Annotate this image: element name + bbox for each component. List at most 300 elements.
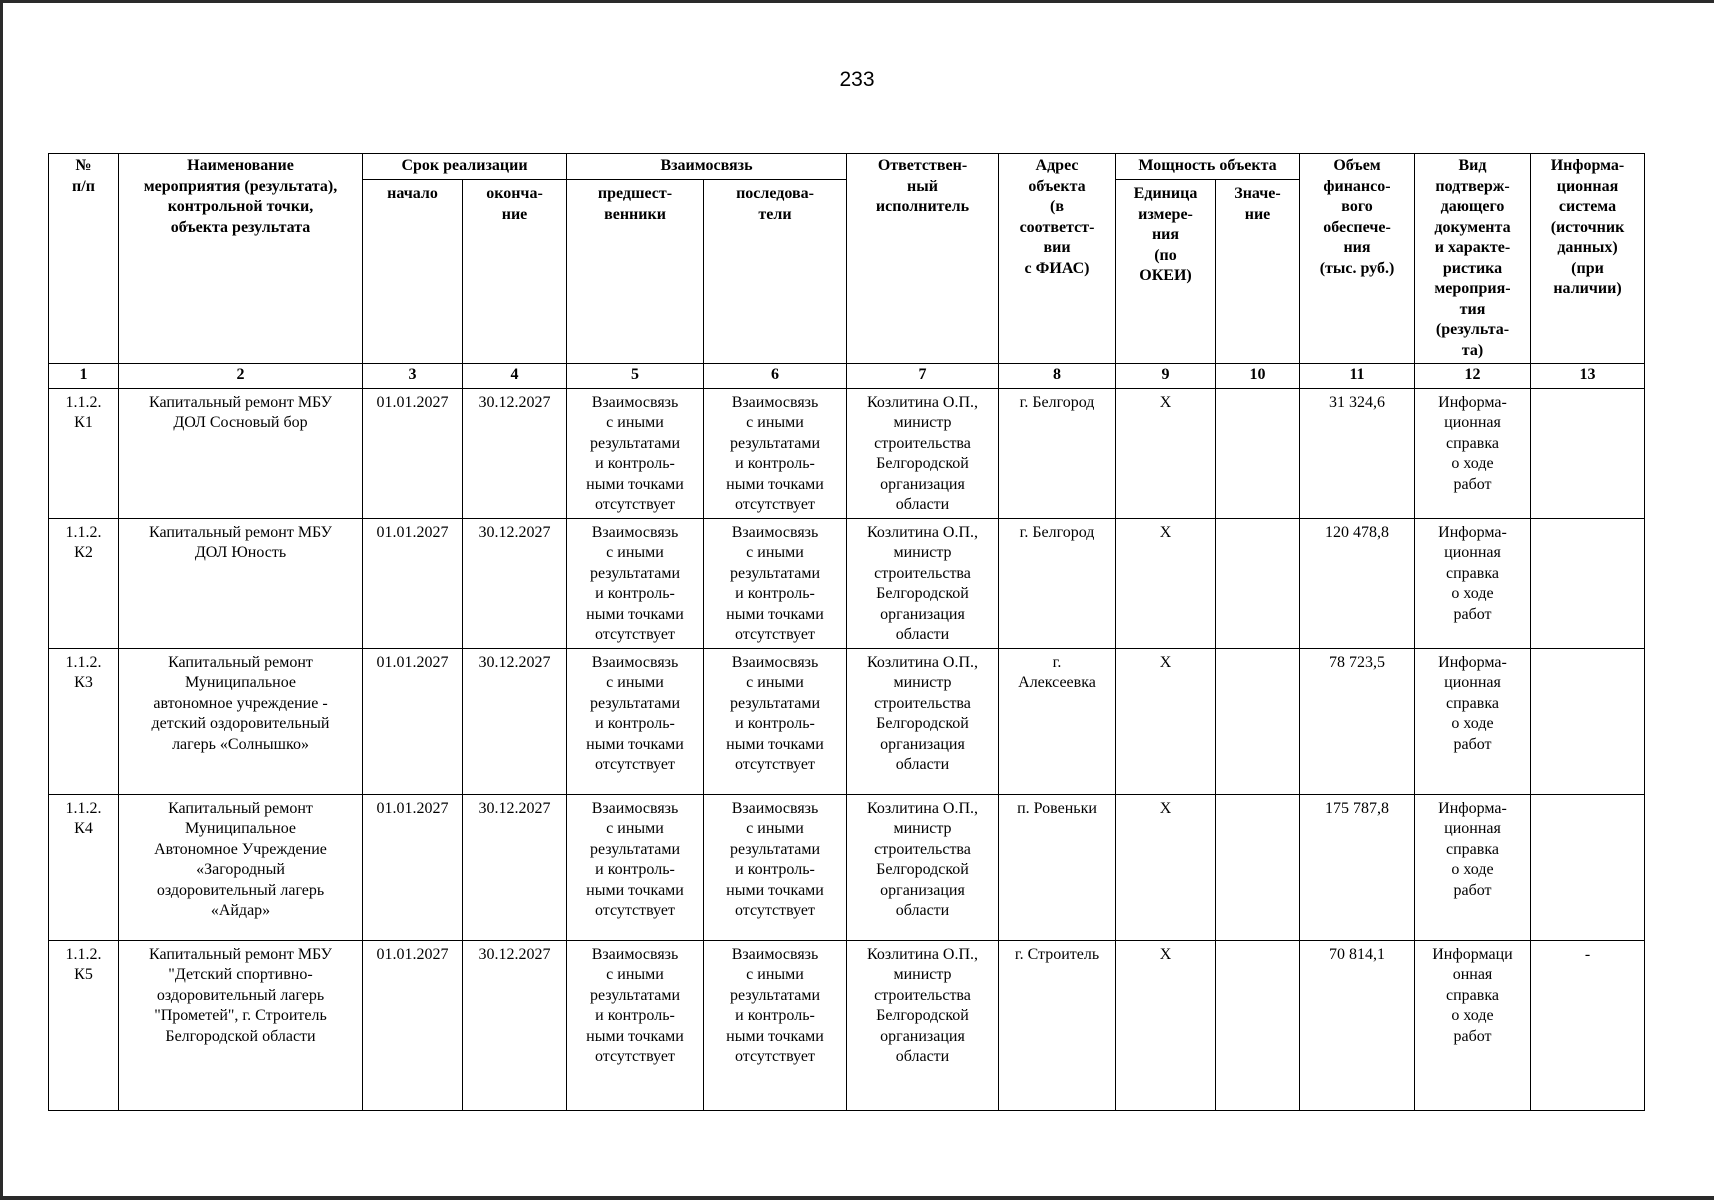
cell-line: Белгородской	[876, 861, 969, 878]
cell-line: Информаци	[1432, 945, 1513, 963]
cell-line: Информа-	[1438, 653, 1507, 671]
cell-line: результатами	[729, 434, 821, 452]
cell-line: «Айдар»	[210, 902, 271, 919]
cell-line: и контроль-	[595, 715, 675, 732]
cell-line: строительства	[874, 564, 971, 582]
cell-line: венники	[604, 205, 666, 223]
cell-line: г. Строитель	[1014, 945, 1100, 963]
cell-line: (в	[1050, 198, 1064, 215]
cell-line: Адрес	[1035, 157, 1079, 174]
column-number: 6	[704, 364, 847, 389]
cell-info-system	[1531, 388, 1645, 518]
cell-line: предшест-	[597, 185, 673, 203]
cell-line: ными точками	[726, 605, 824, 623]
cell-line: объекта	[1028, 177, 1086, 195]
cell-line: Белгородской области	[165, 1027, 316, 1045]
cell-value	[1216, 940, 1300, 1110]
cell-line: данных)	[1557, 239, 1618, 256]
cell-line: система	[1558, 198, 1617, 215]
cell-end-date: 30.12.2027	[463, 940, 567, 1110]
cell-line: с иными	[746, 414, 804, 431]
cell-line: с иными	[746, 544, 804, 561]
header-info-system	[1531, 154, 1645, 364]
cell-line: подтверж-	[1435, 177, 1510, 195]
cell-line: и характе-	[1434, 239, 1511, 256]
cell-line: отсутствует	[594, 496, 676, 513]
cell-number	[49, 648, 119, 794]
cell-line: ДОЛ Юность	[194, 544, 287, 561]
cell-line: последова-	[736, 185, 814, 203]
cell-line: с иными	[606, 414, 664, 431]
cell-line: ными точками	[586, 735, 684, 753]
cell-line: справка	[1446, 564, 1499, 582]
column-number: 2	[119, 364, 363, 389]
cell-line: ными точками	[726, 881, 824, 899]
cell-line: Значе-	[1234, 185, 1281, 203]
cell-line: справка	[1446, 840, 1499, 858]
header-capacity: Мощность объекта	[1116, 154, 1300, 180]
cell-line: строительства	[874, 986, 971, 1004]
cell-line: организация	[880, 1027, 965, 1045]
cell-line: и контроль-	[595, 455, 675, 472]
cell-line: результатами	[729, 840, 821, 858]
cell-line: ными точками	[586, 881, 684, 899]
cell-end-date: 30.12.2027	[463, 794, 567, 940]
cell-line: области	[895, 496, 950, 513]
cell-line: исполнитель	[875, 198, 970, 215]
table-row	[49, 794, 1645, 940]
cell-line: К1	[74, 414, 93, 431]
cell-line: Капитальный ремонт	[168, 653, 313, 671]
cell-line: министр	[893, 966, 952, 983]
cell-line: отсутствует	[594, 902, 676, 919]
cell-info-system: -	[1531, 940, 1645, 1110]
cell-volume: 175 787,8	[1300, 794, 1415, 940]
cell-info-system	[1531, 648, 1645, 794]
cell-line: о ходе	[1451, 861, 1494, 878]
cell-line: организация	[880, 881, 965, 899]
cell-line: ционная	[1556, 177, 1619, 195]
scan-edge-top	[0, 0, 1714, 3]
cell-line: министр	[893, 674, 952, 691]
cell-line: результатами	[729, 986, 821, 1004]
cell-volume: 120 478,8	[1300, 518, 1415, 648]
cell-line: 1.1.2.	[65, 523, 102, 541]
cell-line: области	[895, 756, 950, 773]
cell-line: К4	[74, 820, 93, 837]
cell-line: (при	[1571, 259, 1604, 277]
cell-line: 1.1.2.	[65, 945, 102, 963]
cell-line: оздоровительный лагерь	[156, 986, 325, 1004]
cell-line: Взаимосвязь	[591, 393, 679, 411]
cell-name	[119, 794, 363, 940]
header-volume	[1300, 154, 1415, 364]
cell-line: строительства	[874, 434, 971, 452]
cell-line: Козлитина О.П.,	[866, 653, 979, 671]
cell-line: 1.1.2.	[65, 393, 102, 411]
cell-line: дающего	[1440, 198, 1505, 215]
cell-line: результатами	[729, 694, 821, 712]
column-numbers-row	[49, 364, 1645, 389]
cell-line: ными точками	[726, 1027, 824, 1045]
header-link: Взаимосвязь	[567, 154, 847, 180]
cell-line: отсутствует	[594, 626, 676, 643]
cell-line: отсутствует	[734, 756, 816, 773]
cell-line: Взаимосвязь	[591, 523, 679, 541]
cell-line: и контроль-	[735, 715, 815, 732]
cell-line: Взаимосвязь	[591, 799, 679, 817]
cell-address	[999, 794, 1116, 940]
cell-number	[49, 794, 119, 940]
table-row	[49, 388, 1645, 518]
header-successors	[704, 180, 847, 364]
cell-number	[49, 518, 119, 648]
cell-line: области	[895, 902, 950, 919]
cell-line: Козлитина О.П.,	[866, 799, 979, 817]
cell-number	[49, 940, 119, 1110]
cell-line: Капитальный ремонт МБУ	[148, 393, 333, 411]
cell-line: о ходе	[1451, 455, 1494, 472]
cell-line: о ходе	[1451, 715, 1494, 732]
cell-address	[999, 388, 1116, 518]
cell-line: Взаимосвязь	[731, 393, 819, 411]
cell-line: «Загородный	[196, 861, 285, 878]
cell-line: ние	[1244, 205, 1271, 223]
cell-value	[1216, 518, 1300, 648]
cell-predecessors	[567, 940, 704, 1110]
cell-line: и контроль-	[595, 861, 675, 878]
column-number: 10	[1216, 364, 1300, 389]
cell-start-date: 01.01.2027	[363, 940, 463, 1110]
cell-line: документа	[1434, 218, 1511, 236]
cell-end-date: 30.12.2027	[463, 518, 567, 648]
cell-line: №	[75, 157, 92, 174]
cell-line: с иными	[606, 544, 664, 561]
cell-line: результатами	[729, 564, 821, 582]
cell-start-date: 01.01.2027	[363, 388, 463, 518]
cell-line: ристика	[1442, 259, 1503, 277]
cell-line: (тыс. руб.)	[1319, 259, 1395, 277]
cell-line: ный	[907, 177, 938, 195]
cell-line: работ	[1453, 881, 1492, 899]
cell-line: Взаимосвязь	[731, 523, 819, 541]
cell-line: работ	[1453, 1027, 1492, 1045]
cell-line: 1.1.2.	[65, 799, 102, 817]
cell-number	[49, 388, 119, 518]
cell-name	[119, 388, 363, 518]
cell-line: онная	[1452, 966, 1493, 983]
cell-line: ОКЕИ)	[1139, 267, 1192, 285]
cell-line: оздоровительный лагерь	[156, 881, 325, 899]
cell-responsible	[847, 648, 999, 794]
cell-unit: Х	[1116, 940, 1216, 1110]
header-end	[463, 180, 567, 364]
cell-line: ние	[501, 205, 528, 223]
cell-line: лагерь «Солнышко»	[172, 735, 309, 753]
cell-value	[1216, 794, 1300, 940]
cell-line: Козлитина О.П.,	[866, 393, 979, 411]
cell-line: п/п	[72, 177, 95, 195]
cell-line: мероприя-	[1434, 280, 1511, 297]
cell-line: Информа-	[1438, 799, 1507, 817]
cell-line: Информа-	[1438, 393, 1507, 411]
cell-info-system	[1531, 518, 1645, 648]
cell-line: оконча-	[486, 185, 543, 203]
cell-line: Взаимосвязь	[591, 945, 679, 963]
cell-line: отсутствует	[594, 1048, 676, 1065]
cell-name	[119, 648, 363, 794]
cell-line: ционная	[1444, 414, 1501, 431]
cell-line: та)	[1461, 341, 1484, 359]
cell-line: г.	[1052, 653, 1062, 671]
cell-line: ционная	[1444, 544, 1501, 561]
column-number: 4	[463, 364, 567, 389]
header-predecessors	[567, 180, 704, 364]
header-start: начало	[363, 180, 463, 364]
header-value	[1216, 180, 1300, 364]
cell-line: вии	[1043, 239, 1071, 256]
cell-line: организация	[880, 735, 965, 753]
cell-line: организация	[880, 475, 965, 493]
header-document	[1415, 154, 1531, 364]
cell-line: п. Ровеньки	[1017, 799, 1097, 817]
header-address	[999, 154, 1116, 364]
cell-line: результатами	[589, 564, 681, 582]
cell-line: Единица	[1133, 185, 1198, 203]
cell-responsible	[847, 940, 999, 1110]
cell-line: тели	[758, 205, 792, 223]
cell-line: с иными	[746, 820, 804, 837]
cell-line: (результа-	[1435, 321, 1510, 338]
table-row	[49, 518, 1645, 648]
cell-line: измере-	[1138, 205, 1193, 223]
cell-line: (источник	[1550, 218, 1625, 236]
cell-document	[1415, 388, 1531, 518]
cell-line: с иными	[606, 674, 664, 691]
cell-line: соответст-	[1019, 218, 1095, 236]
header-period: Срок реализации	[363, 154, 567, 180]
cell-line: о ходе	[1451, 585, 1494, 602]
cell-successors	[704, 794, 847, 940]
cell-value	[1216, 388, 1300, 518]
column-number: 13	[1531, 364, 1645, 389]
cell-document	[1415, 794, 1531, 940]
cell-line: Муниципальное	[184, 820, 297, 837]
cell-line: ния	[1151, 226, 1180, 244]
cell-line: вого	[1341, 198, 1373, 215]
cell-line: с иными	[606, 820, 664, 837]
cell-line: результатами	[589, 986, 681, 1004]
cell-line: К5	[74, 966, 93, 983]
cell-line: и контроль-	[735, 585, 815, 602]
cell-line: К3	[74, 674, 93, 691]
column-number: 5	[567, 364, 704, 389]
cell-line: отсутствует	[734, 626, 816, 643]
cell-line: Взаимосвязь	[731, 653, 819, 671]
cell-line: Информа-	[1438, 523, 1507, 541]
cell-line: Капитальный ремонт	[168, 799, 313, 817]
header-responsible	[847, 154, 999, 364]
cell-line: Информа-	[1550, 157, 1625, 174]
cell-line: результатами	[589, 840, 681, 858]
cell-line: автономное учреждение -	[153, 694, 328, 712]
cell-line: 1.1.2.	[65, 653, 102, 671]
cell-line: Автономное Учреждение	[154, 840, 327, 858]
cell-successors	[704, 940, 847, 1110]
cell-line: ными точками	[586, 605, 684, 623]
cell-line: наличии)	[1553, 280, 1622, 297]
cell-successors	[704, 518, 847, 648]
cell-line: Белгородской	[876, 455, 969, 472]
cell-line: К2	[74, 544, 93, 561]
cell-line: Козлитина О.П.,	[866, 523, 979, 541]
cell-line: результатами	[589, 694, 681, 712]
cell-line: ДОЛ Сосновый бор	[173, 414, 308, 431]
cell-document	[1415, 940, 1531, 1110]
cell-unit: Х	[1116, 518, 1216, 648]
cell-end-date: 30.12.2027	[463, 388, 567, 518]
table-row	[49, 648, 1645, 794]
cell-line: "Детский спортивно-	[168, 966, 313, 983]
column-number: 12	[1415, 364, 1531, 389]
page-number: 233	[839, 68, 875, 91]
cell-line: работ	[1453, 605, 1492, 623]
cell-document	[1415, 518, 1531, 648]
cell-line: Белгородской	[876, 715, 969, 732]
cell-line: контрольной точки,	[167, 198, 314, 215]
cell-line: и контроль-	[735, 1007, 815, 1024]
table-body	[49, 364, 1645, 1111]
cell-line: Объем	[1333, 157, 1381, 174]
cell-line: ными точками	[726, 475, 824, 493]
cell-line: министр	[893, 544, 952, 561]
cell-line: Капитальный ремонт МБУ	[148, 945, 333, 963]
cell-line: организация	[880, 605, 965, 623]
cell-line: министр	[893, 414, 952, 431]
cell-address	[999, 648, 1116, 794]
cell-address	[999, 518, 1116, 648]
cell-start-date: 01.01.2027	[363, 648, 463, 794]
cell-line: результатами	[589, 434, 681, 452]
header-num	[49, 154, 119, 364]
cell-line: с иными	[606, 966, 664, 983]
header-row-1	[49, 154, 1645, 180]
cell-line: ными точками	[586, 475, 684, 493]
cell-line: с иными	[746, 966, 804, 983]
cell-volume: 70 814,1	[1300, 940, 1415, 1110]
cell-successors	[704, 648, 847, 794]
cell-start-date: 01.01.2027	[363, 794, 463, 940]
cell-line: обеспече-	[1323, 218, 1391, 236]
cell-line: отсутствует	[734, 1048, 816, 1065]
cell-unit: Х	[1116, 648, 1216, 794]
cell-line: области	[895, 1048, 950, 1065]
cell-responsible	[847, 794, 999, 940]
cell-line: ционная	[1444, 674, 1501, 691]
cell-line: Алексеевка	[1018, 674, 1096, 691]
cell-line: Взаимосвязь	[731, 945, 819, 963]
cell-line: работ	[1453, 735, 1492, 753]
cell-line: справка	[1446, 986, 1499, 1004]
cell-line: Козлитина О.П.,	[866, 945, 979, 963]
cell-line: финансо-	[1323, 177, 1391, 195]
cell-line: ными точками	[586, 1027, 684, 1045]
cell-line: (по	[1154, 246, 1177, 264]
cell-name	[119, 518, 363, 648]
cell-line: ционная	[1444, 820, 1501, 837]
cell-document	[1415, 648, 1531, 794]
cell-start-date: 01.01.2027	[363, 518, 463, 648]
cell-line: отсутствует	[734, 496, 816, 513]
cell-line: отсутствует	[734, 902, 816, 919]
cell-line: работ	[1453, 475, 1492, 493]
cell-line: справка	[1446, 434, 1499, 452]
cell-line: и контроль-	[735, 455, 815, 472]
cell-info-system	[1531, 794, 1645, 940]
cell-end-date: 30.12.2027	[463, 648, 567, 794]
cell-line: Белгородской	[876, 585, 969, 602]
cell-predecessors	[567, 388, 704, 518]
cell-line: "Прометей", г. Строитель	[154, 1007, 327, 1024]
cell-unit: Х	[1116, 388, 1216, 518]
cell-line: г. Белгород	[1019, 393, 1095, 411]
cell-successors	[704, 388, 847, 518]
cell-line: о ходе	[1451, 1007, 1494, 1024]
cell-line: мероприятия (результата),	[143, 177, 338, 195]
cell-line: Наименование	[187, 157, 294, 174]
column-number: 7	[847, 364, 999, 389]
table-row	[49, 940, 1645, 1110]
results-table	[48, 153, 1645, 1111]
cell-line: министр	[893, 820, 952, 837]
cell-line: и контроль-	[595, 585, 675, 602]
scan-edge-bottom	[0, 1196, 1714, 1200]
cell-line: детский оздоровительный	[151, 715, 330, 732]
cell-responsible	[847, 518, 999, 648]
column-number: 3	[363, 364, 463, 389]
cell-line: Белгородской	[876, 1007, 969, 1024]
cell-line: г. Белгород	[1019, 523, 1095, 541]
cell-line: с ФИАС)	[1024, 259, 1090, 277]
cell-name	[119, 940, 363, 1110]
cell-line: Муниципальное	[184, 674, 297, 691]
cell-predecessors	[567, 648, 704, 794]
cell-address	[999, 940, 1116, 1110]
cell-line: строительства	[874, 694, 971, 712]
cell-line: объекта результата	[170, 218, 311, 236]
cell-line: с иными	[746, 674, 804, 691]
cell-responsible	[847, 388, 999, 518]
cell-line: Ответствен-	[877, 157, 968, 174]
cell-unit: Х	[1116, 794, 1216, 940]
column-number: 8	[999, 364, 1116, 389]
cell-line: области	[895, 626, 950, 643]
cell-line: Взаимосвязь	[591, 653, 679, 671]
cell-volume: 78 723,5	[1300, 648, 1415, 794]
cell-line: и контроль-	[735, 861, 815, 878]
cell-line: Взаимосвязь	[731, 799, 819, 817]
cell-line: справка	[1446, 694, 1499, 712]
column-number: 11	[1300, 364, 1415, 389]
cell-line: ния	[1343, 239, 1371, 256]
cell-value	[1216, 648, 1300, 794]
cell-volume: 31 324,6	[1300, 388, 1415, 518]
header-unit	[1116, 180, 1216, 364]
cell-line: Капитальный ремонт МБУ	[148, 523, 333, 541]
cell-line: ными точками	[726, 735, 824, 753]
cell-line: отсутствует	[594, 756, 676, 773]
column-number: 9	[1116, 364, 1216, 389]
